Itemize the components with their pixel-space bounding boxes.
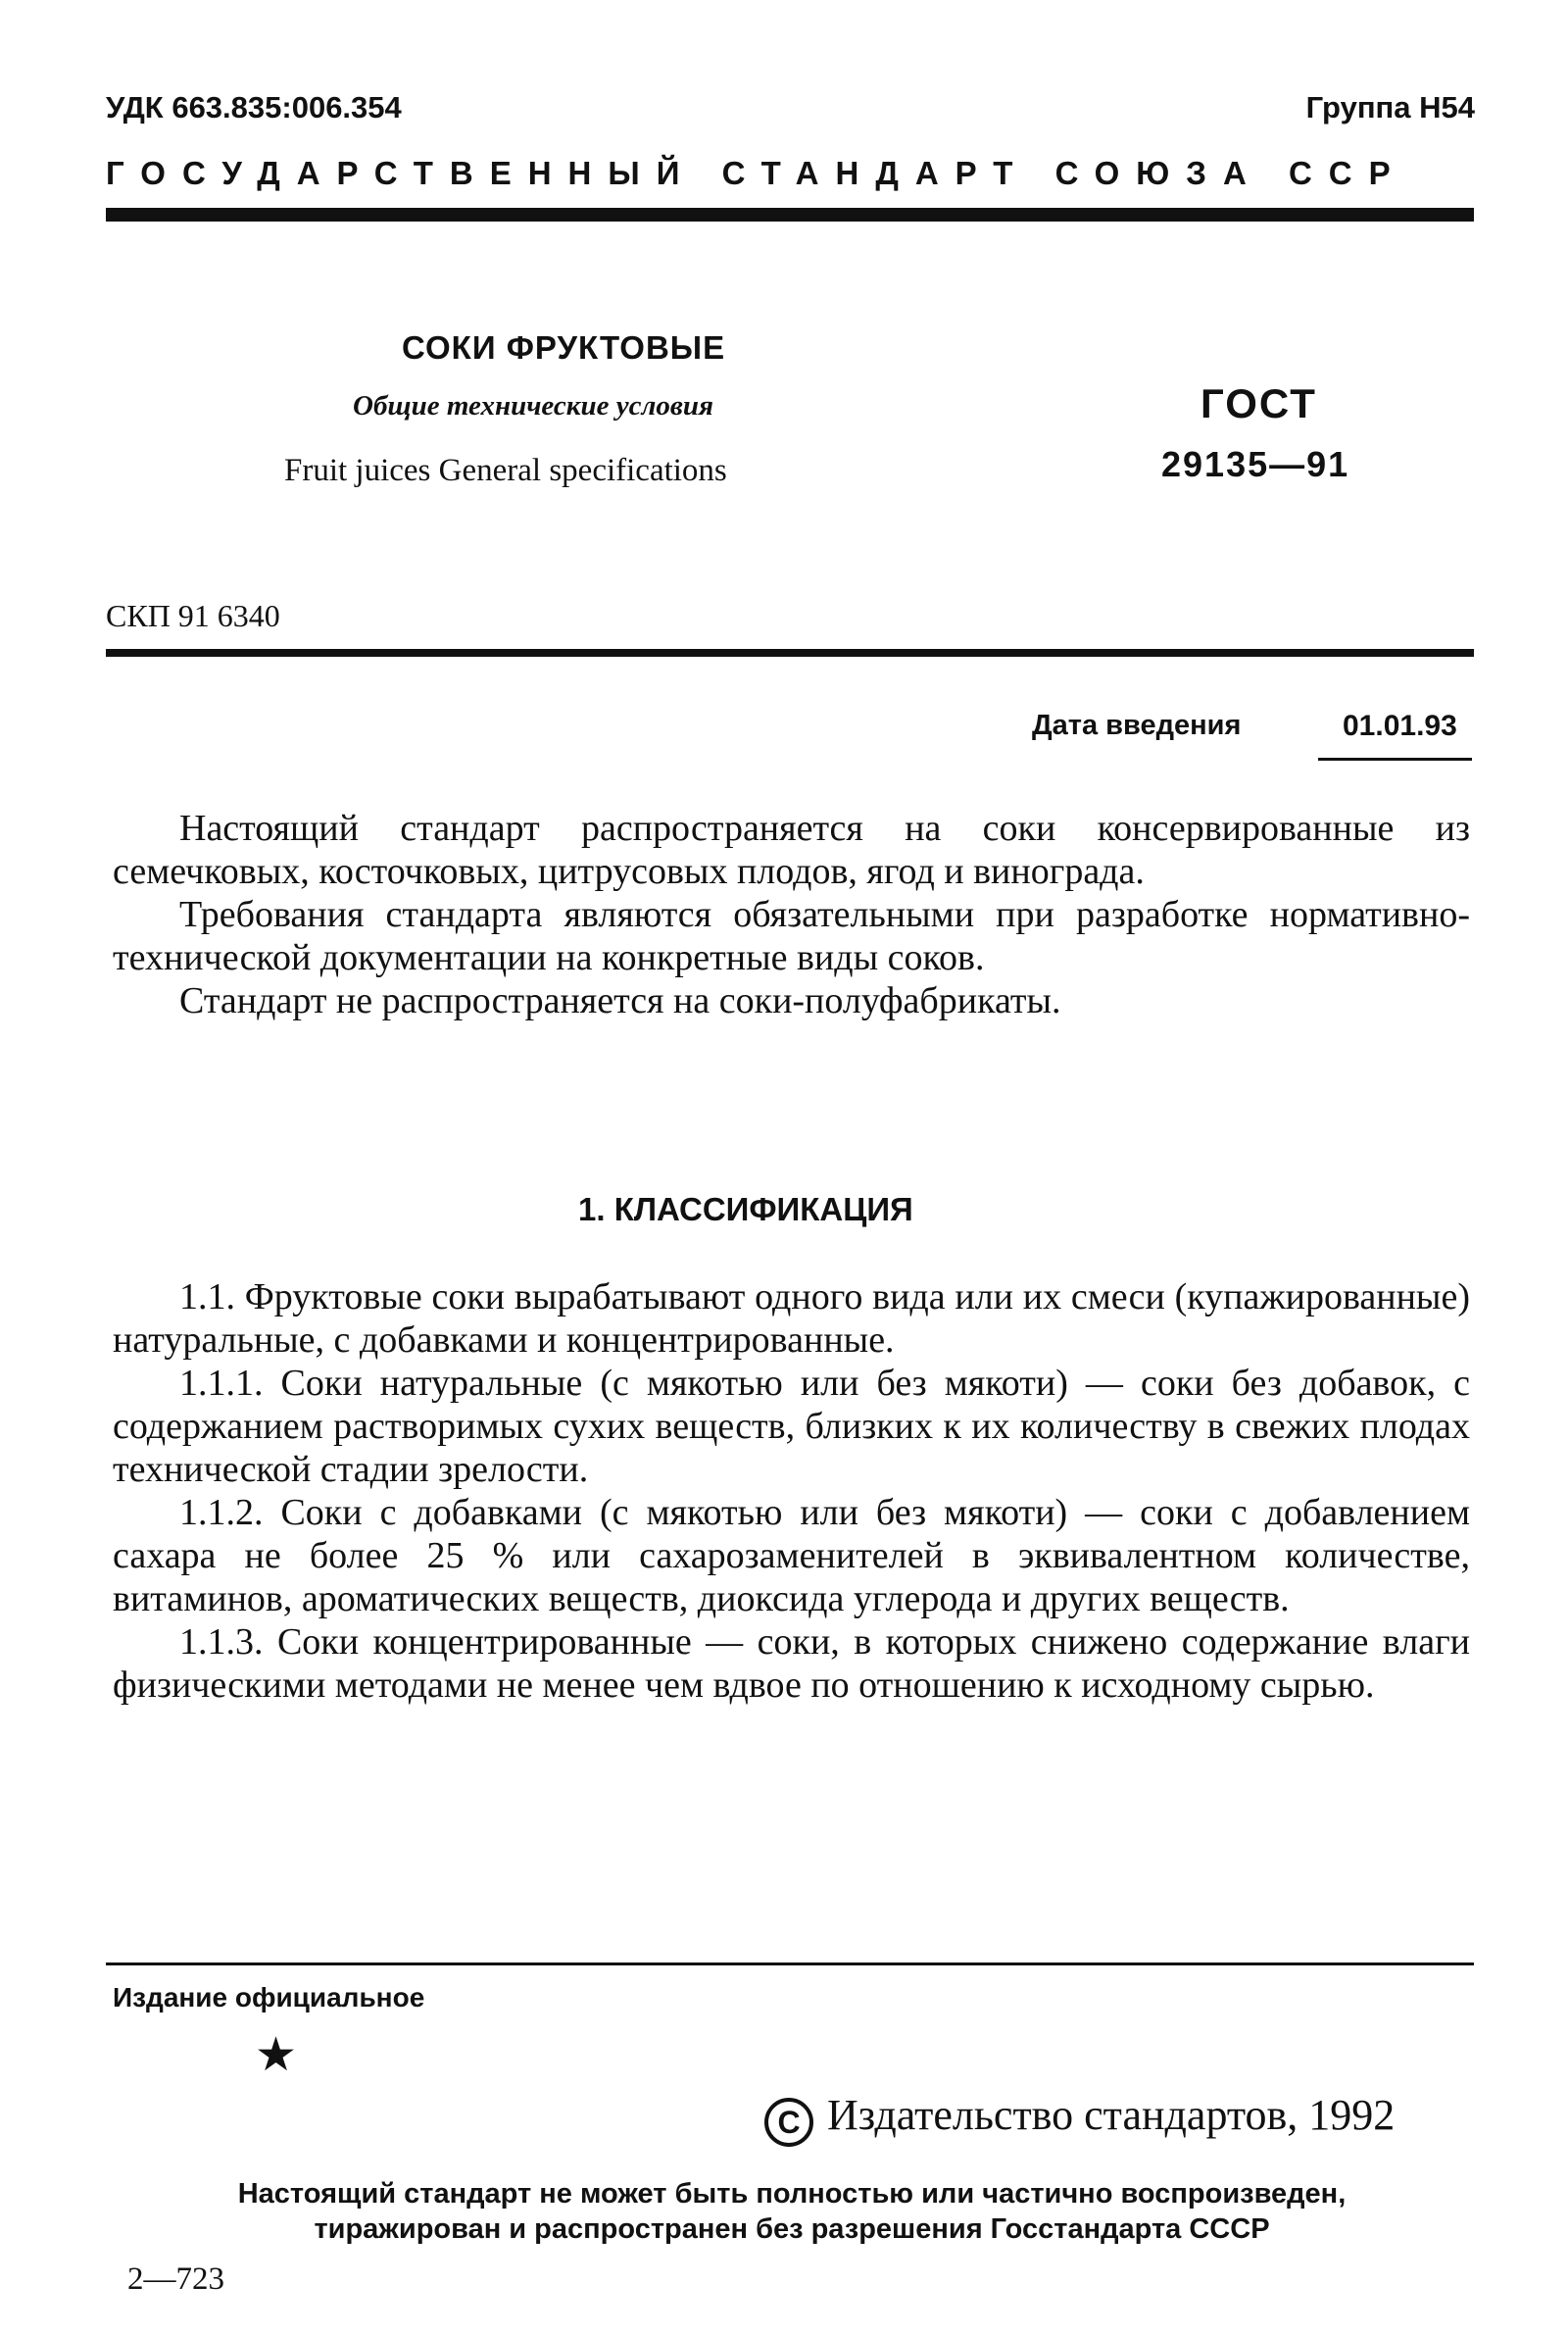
gost-number: 29135—91 (1161, 444, 1350, 484)
copyright-notice-line-1: Настоящий стандарт не может быть полностью или частично воспроизведен, (237, 2178, 1347, 2210)
intro-date-label: Дата введения (1032, 710, 1242, 741)
intro-paragraph-3: Стандарт не распространяется на соки-полуфабрикаты. (179, 980, 1061, 1021)
intro-paragraph-1: Настоящий стандарт распространяется на соки консервированные из семечковых, косточковых, цитрусовых плодов, ягод и винограда. (113, 808, 1470, 892)
copyright-notice-line-2: тиражирован и распространен без разрешения Госстандарта СССР (314, 2213, 1270, 2245)
gost-label: ГОСТ (1200, 380, 1317, 426)
star-icon: ★ (255, 2027, 298, 2082)
clause-1-1-3: 1.1.3. Соки концентрированные — соки, в которых снижено содержание влаги физическими методами не менее чем вдвое по отношению к исходному сырью. (113, 1621, 1470, 1706)
group-code: Группа Н54 (1305, 90, 1475, 124)
clause-1-1-2: 1.1.2. Соки с добавками (с мякотью или без мякоти) — соки с добавлением сахара не более 25 % или сахарозаменителей в эквивалентном количестве, витаминов, ароматических веществ, диоксида углерода и других веществ. (113, 1492, 1470, 1619)
copyright-icon: C (764, 2098, 813, 2147)
print-code: 2—723 (127, 2261, 224, 2297)
intro-date-value: 01.01.93 (1343, 710, 1457, 742)
clause-1-1: 1.1. Фруктовые соки вырабатывают одного вида или их смеси (купажированные) натуральные, с добавками и концентрированные. (113, 1276, 1470, 1361)
header-rule (106, 208, 1474, 222)
official-edition-label: Издание официальное (113, 1982, 425, 2012)
document-subtitle: Общие технические условия (353, 390, 713, 422)
title-rule (106, 649, 1474, 657)
document-title: СОКИ ФРУКТОВЫЕ (402, 329, 726, 366)
intro-text (113, 807, 1470, 1022)
section1-text (113, 1275, 1470, 1707)
copyright-notice (106, 2176, 1478, 2247)
udk-code: УДК 663.835:006.354 (106, 90, 402, 124)
footer-rule (106, 1962, 1474, 1965)
publisher-name: Издательство стандартов, 1992 (827, 2091, 1396, 2139)
clause-1-1-1: 1.1.1. Соки натуральные (с мякотью или без мякоти) — соки без добавок, с содержанием растворимых сухих веществ, близких к их количеству в свежих плодах технической стадии зрелости. (113, 1363, 1470, 1490)
intro-date-underline (1318, 758, 1472, 761)
document-subtitle-english: Fruit juices General specifications (284, 453, 727, 488)
state-standard-banner: ГОСУДАРСТВЕННЫЙ СТАНДАРТ СОЮЗА ССР (106, 155, 1407, 191)
skp-code: СКП 91 6340 (106, 598, 280, 633)
intro-paragraph-2: Требования стандарта являются обязательными при разработке нормативно-технической документации на конкретные виды соков. (113, 894, 1470, 978)
publisher-line (764, 2090, 1395, 2147)
section-heading-classification: 1. КЛАССИФИКАЦИЯ (578, 1191, 913, 1227)
